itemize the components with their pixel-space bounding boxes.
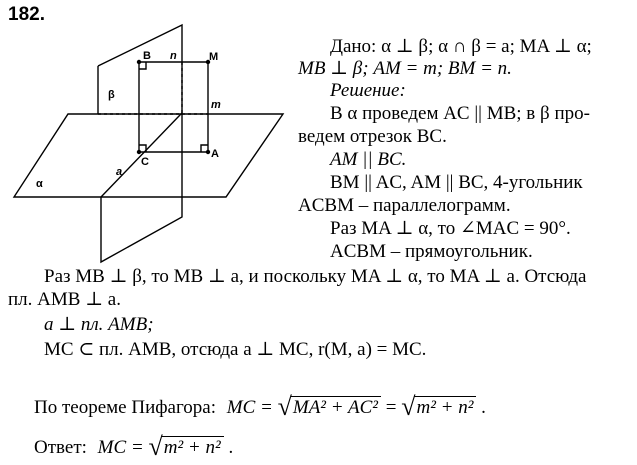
solution-line-9: пл. AMB ⊥ a. [8,289,121,310]
label-C: C [141,156,149,168]
solution-line-7: ACBM – прямоугольник. [330,241,533,262]
solution-heading: Решение: [330,80,406,101]
answer-line [34,432,233,462]
answer-radicand: m² + n² [162,436,224,459]
radical-sign-icon: √ [401,392,416,421]
pythagoras-radicand-1: MA² + AC² [291,396,381,419]
solution-line-4: BM || AC, AM || BC, 4-угольник [330,172,583,193]
label-a: a [116,166,123,178]
geometry-figure [0,0,300,270]
solution-line-8: Раз MB ⊥ β, то MB ⊥ a, и поскольку MA ⊥ α, то MA ⊥ a. Отсюда [44,266,587,287]
pythagoras-lhs: MC = [226,397,273,418]
pythagoras-radicand-2: m² + n² [414,396,476,419]
given-line-1: Дано: α ⊥ β; α ∩ β = a; MA ⊥ α; [330,36,592,57]
solution-line-5: ACBM – параллелограмм. [298,195,511,216]
label-B: B [143,50,151,62]
solution-line-1: В α проведем AC || MB; в β про- [330,103,590,124]
label-beta: β [108,89,115,101]
pythagoras-end: . [481,397,486,418]
pythagoras-equals: = [385,397,397,418]
pythagoras-line [34,392,486,422]
solution-line-3: AM || BC. [330,149,407,170]
answer-end: . [228,437,234,458]
solution-line-6: Раз MA ⊥ α, то ∠MAC = 90°. [330,218,571,239]
problem-number: 182. [8,4,45,25]
label-A: A [211,148,219,160]
solution-line-2: ведем отрезок BC. [298,126,447,147]
answer-prefix: Ответ: [34,437,87,458]
radical-sign-icon: √ [277,392,292,421]
solution-line-10: a ⊥ пл. AMB; [44,314,154,335]
radical-sign-icon: √ [148,432,163,461]
label-M: M [209,51,219,63]
pythagoras-prefix: По теореме Пифагора: [34,397,217,418]
given-line-2: MB ⊥ β; AM = m; BM = n. [298,58,512,79]
label-n: n [170,50,177,62]
label-m: m [211,99,221,111]
solution-line-11: MC ⊂ пл. AMB, отсюда a ⊥ MC, r(M, a) = MC. [44,339,427,360]
answer-lhs: MC = [97,437,144,458]
label-alpha: α [36,178,43,190]
